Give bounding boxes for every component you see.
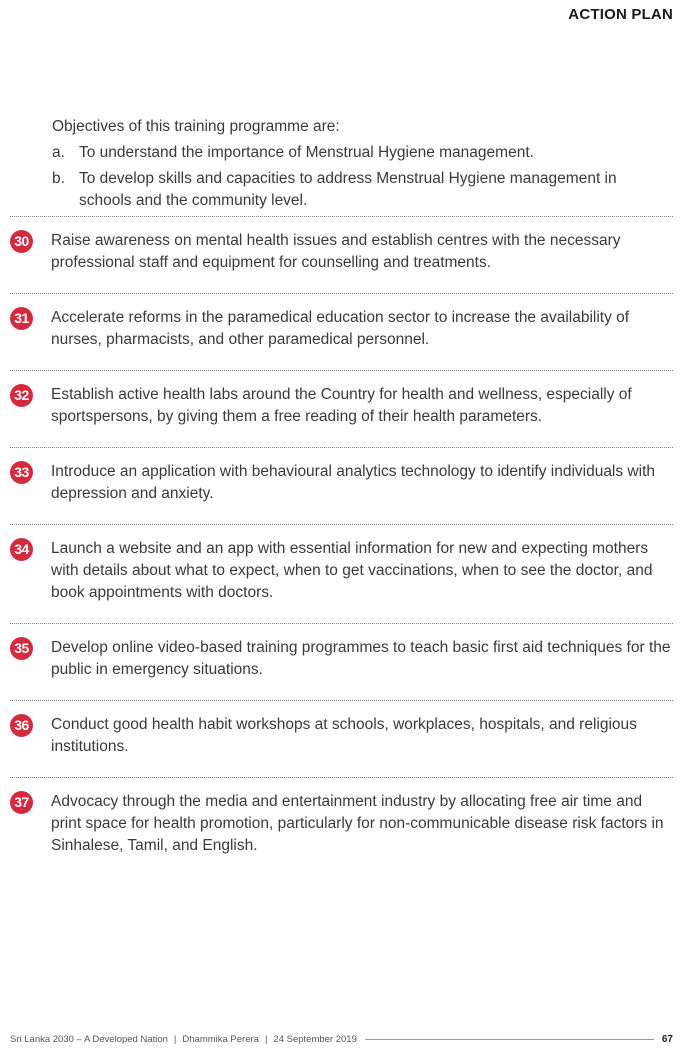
action-item [10,524,673,623]
item-text: Advocacy through the media and entertainment industry by allocating free air time and print space for health promotion, particularly for non-communicable disease risk factors in Sinhalese, Tamil, and English. [51,793,664,854]
footer-publication: Sri Lanka 2030 – A Developed Nation [10,1034,168,1045]
footer-rule [365,1039,654,1040]
item-number-badge: 30 [10,230,33,253]
item-text: Develop online video-based training programmes to teach basic first aid techniques for the public in emergency situations. [51,639,671,678]
page-number: 67 [661,1034,673,1045]
item-text: Establish active health labs around the Country for health and wellness, especially of sportspersons, by giving them a free reading of their health parameters. [51,386,632,425]
item-number-badge: 33 [10,461,33,484]
item-number-badge: 36 [10,714,33,737]
objective-text: To develop skills and capacities to address Menstrual Hygiene management in schools and the community level. [79,170,617,209]
item-number-badge: 34 [10,538,33,561]
objective-item [52,168,672,212]
objective-letter: b. [52,170,65,187]
page-footer [10,1034,673,1045]
item-number-badge: 37 [10,791,33,814]
item-number-badge: 32 [10,384,33,407]
item-text: Accelerate reforms in the paramedical education sector to increase the availability of nurses, pharmacists, and other paramedical personnel. [51,309,630,348]
footer-separator: | [173,1034,177,1045]
item-text: Conduct good health habit workshops at schools, workplaces, hospitals, and religious institutions. [51,716,637,755]
objective-text: To understand the importance of Menstrual Hygiene management. [79,144,534,161]
action-item [10,370,673,447]
item-text: Raise awareness on mental health issues and establish centres with the necessary professional staff and equipment for counselling and treatments. [51,232,621,271]
section-header: ACTION PLAN [568,6,673,23]
action-item [10,293,673,370]
action-item [10,216,673,293]
footer-date: 24 September 2019 [273,1034,357,1045]
footer-separator: | [264,1034,268,1045]
objective-letter: a. [52,144,65,161]
action-item [10,700,673,777]
footer-author: Dhammika Perera [182,1034,259,1045]
action-item [10,447,673,524]
intro-text: Objectives of this training programme are: [52,118,340,135]
objective-item [52,142,672,164]
action-item [10,777,673,876]
item-text: Launch a website and an app with essential information for new and expecting mothers with details about what to expect, when to get vaccinations, when to see the doctor, and book appointments with doctors. [51,540,653,601]
item-text: Introduce an application with behavioural analytics technology to identify individuals with depression and anxiety. [51,463,656,502]
intro-block [52,116,672,216]
item-number-badge: 35 [10,637,33,660]
action-item [10,623,673,700]
action-items-list [10,216,673,876]
item-number-badge: 31 [10,307,33,330]
